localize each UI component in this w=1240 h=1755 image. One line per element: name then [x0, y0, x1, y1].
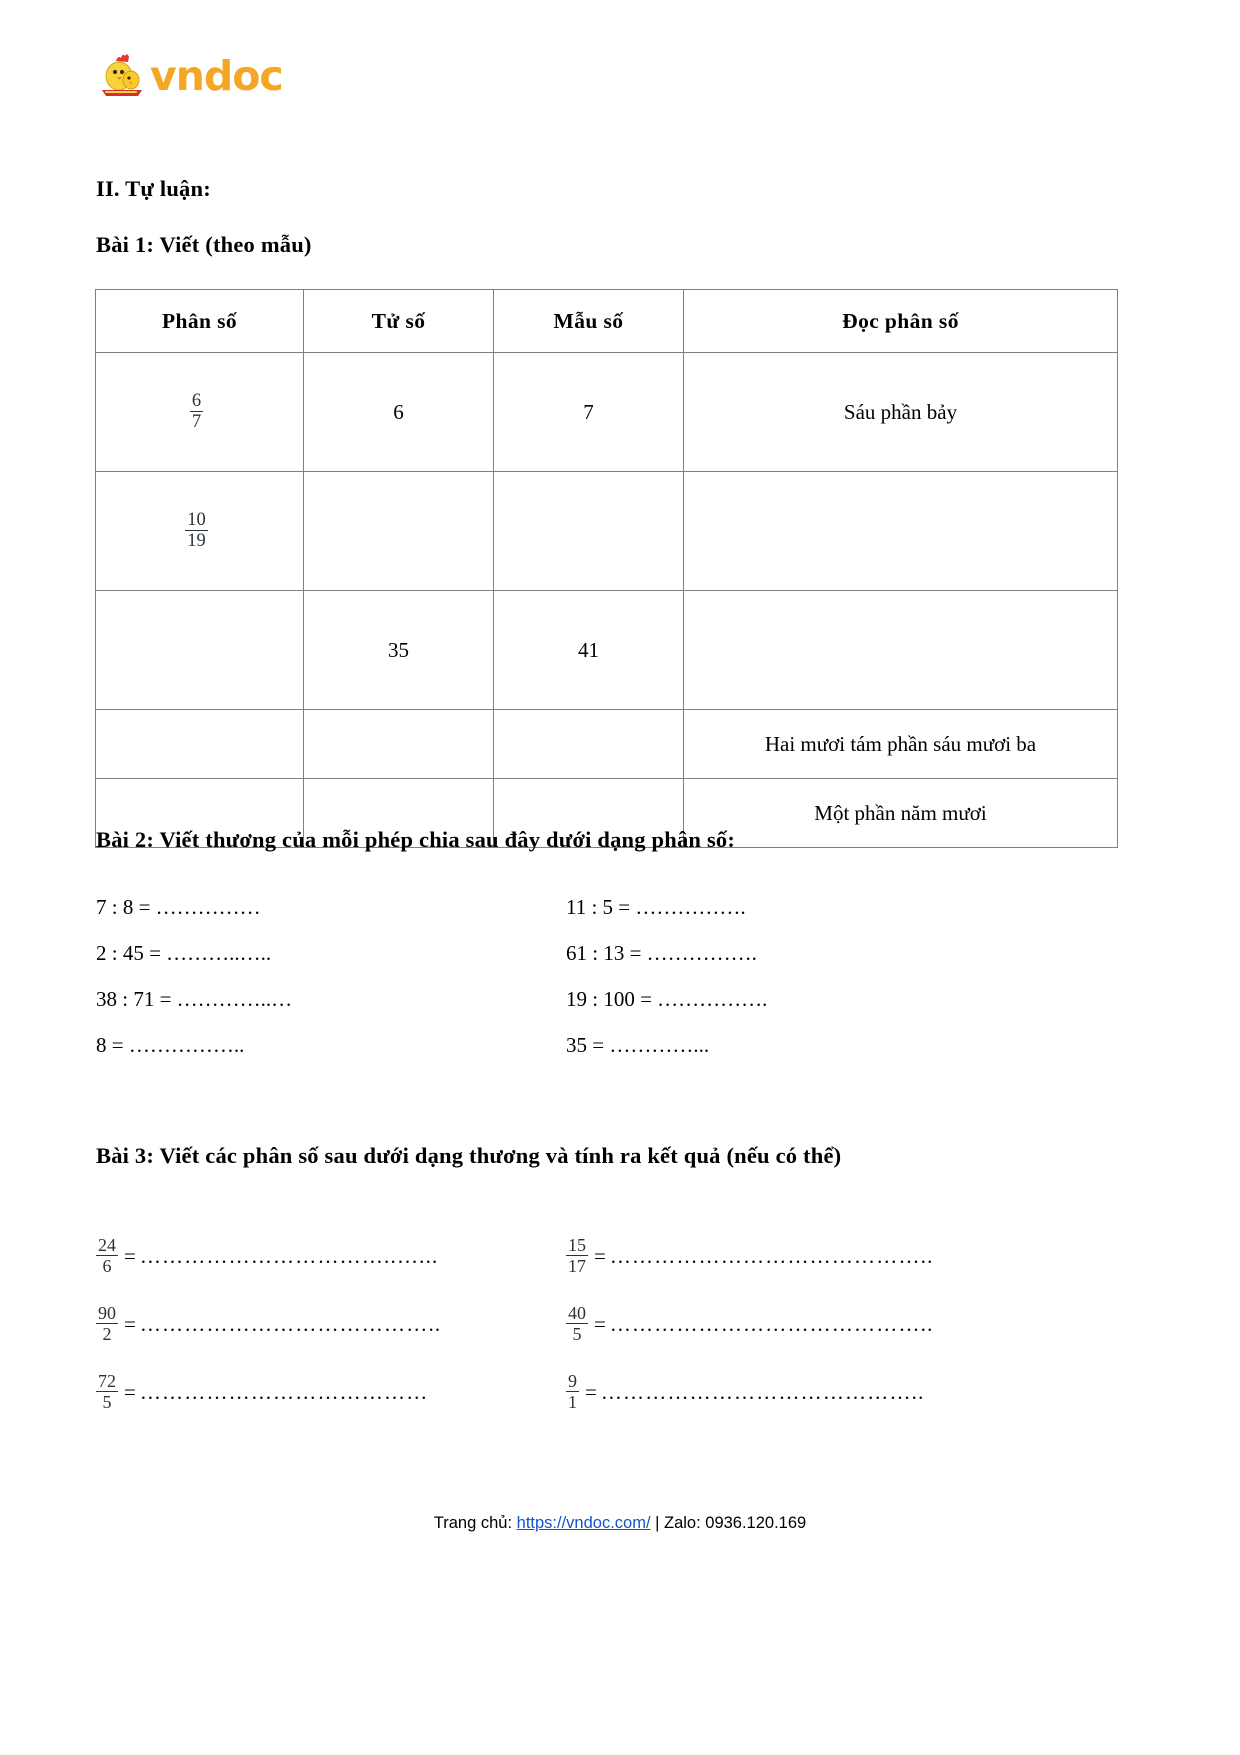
equals-sign: =	[124, 1379, 136, 1404]
exercise-heading-bai-1: Bài 1: Viết (theo mẫu)	[96, 232, 312, 257]
fraction-item-right	[566, 1304, 1036, 1344]
equation-row	[96, 1033, 1056, 1079]
equation-row	[96, 987, 1056, 1033]
cell-mau-so: 7	[494, 353, 684, 472]
section-heading-tu-luan: II. Tự luận:	[96, 176, 211, 201]
bai3-fraction-list	[96, 1222, 1076, 1426]
fraction-10-19: $\frac{10}{19}$	[187, 509, 206, 551]
fraction-item-left	[96, 1304, 566, 1344]
fraction-item-right	[566, 1236, 1036, 1276]
column-header-doc-phan-so: Đọc phân số	[684, 290, 1118, 353]
cell-fraction	[96, 591, 304, 710]
cell-doc-phan-so: Hai mươi tám phần sáu mươi ba	[684, 710, 1118, 779]
exercise-heading-bai-2: Bài 2: Viết thương của mỗi phép chia sau đây dưới dạng phân số:	[96, 827, 736, 852]
cell-tu-so	[304, 710, 494, 779]
fraction-72-5: $\frac{72}{5}$	[98, 1371, 116, 1412]
fraction-item-left	[96, 1236, 566, 1276]
answer-blank: ……………………………………..	[609, 1243, 934, 1268]
bai2-equation-list	[96, 895, 1056, 1079]
answer-blank: …………………………………	[139, 1379, 429, 1404]
page-footer	[0, 1514, 1240, 1533]
equals-sign: =	[594, 1311, 606, 1336]
answer-blank: ……………………………………..	[609, 1311, 934, 1336]
equation-right: 11 : 5 = …………….	[566, 895, 746, 919]
fraction-24-6: $\frac{24}{6}$	[98, 1235, 116, 1276]
table-header-row	[96, 290, 1118, 353]
cell-fraction	[96, 353, 304, 472]
equation-right: 61 : 13 = …………….	[566, 941, 757, 965]
equals-sign: =	[124, 1243, 136, 1268]
site-logo	[96, 48, 283, 104]
table-row	[96, 710, 1118, 779]
equation-left: 7 : 8 = ……………	[96, 895, 261, 919]
column-header-mau-so: Mẫu số	[494, 290, 684, 353]
fraction-row	[96, 1358, 1076, 1426]
equation-left: 2 : 45 = ………..…..	[96, 941, 272, 965]
logo-wordmark: vndoc	[150, 51, 283, 100]
fraction-table	[95, 289, 1118, 848]
cell-mau-so	[494, 710, 684, 779]
equation-right: 19 : 100 = …………….	[566, 987, 768, 1011]
fraction-90-2: $\frac{90}{2}$	[98, 1303, 116, 1344]
fraction-row	[96, 1222, 1076, 1290]
fraction-row	[96, 1290, 1076, 1358]
equals-sign: =	[585, 1379, 597, 1404]
equation-right: 35 = …………...	[566, 1033, 710, 1057]
cell-tu-so: 6	[304, 353, 494, 472]
equation-left: 8 = ……………..	[96, 1033, 245, 1057]
equation-row	[96, 941, 1056, 987]
cell-doc-phan-so: Sáu phần bảy	[684, 353, 1118, 472]
cell-fraction	[96, 472, 304, 591]
cell-tu-so	[304, 472, 494, 591]
equation-left: 38 : 71 = …………..…	[96, 987, 293, 1011]
fraction-9-1: $\frac{9}{1}$	[568, 1371, 577, 1412]
table-row	[96, 591, 1118, 710]
equals-sign: =	[594, 1243, 606, 1268]
column-header-phan-so: Phân số	[96, 290, 304, 353]
equation-row	[96, 895, 1056, 941]
cell-doc-phan-so	[684, 591, 1118, 710]
fraction-item-left	[96, 1372, 566, 1412]
answer-blank: …………………………………..	[139, 1311, 442, 1336]
fraction-item-right	[566, 1372, 1036, 1412]
answer-blank: ……………………………..…...	[139, 1243, 439, 1268]
cell-fraction	[96, 710, 304, 779]
table-row	[96, 472, 1118, 591]
cell-doc-phan-so	[684, 472, 1118, 591]
chick-mascot-icon	[96, 50, 148, 102]
fraction-40-5: $\frac{40}{5}$	[568, 1303, 586, 1344]
cell-tu-so: 35	[304, 591, 494, 710]
equals-sign: =	[124, 1311, 136, 1336]
footer-prefix: Trang chủ:	[433, 1514, 517, 1532]
exercise-heading-bai-3: Bài 3: Viết các phân số sau dưới dạng thương và tính ra kết quả (nếu có thể)	[96, 1143, 842, 1168]
cell-mau-so: 41	[494, 591, 684, 710]
column-header-tu-so: Tử số	[304, 290, 494, 353]
cell-doc-phan-so: Một phần năm mươi	[684, 779, 1118, 848]
fraction-15-17: $\frac{15}{17}$	[568, 1235, 586, 1276]
fraction-6-7: $\frac{6}{7}$	[191, 390, 202, 432]
footer-homepage-link[interactable]: https://vndoc.com/	[516, 1514, 651, 1532]
footer-suffix: | Zalo: 0936.120.169	[650, 1514, 807, 1532]
cell-mau-so	[494, 472, 684, 591]
table-row	[96, 353, 1118, 472]
answer-blank: ……………………………………..	[600, 1379, 925, 1404]
